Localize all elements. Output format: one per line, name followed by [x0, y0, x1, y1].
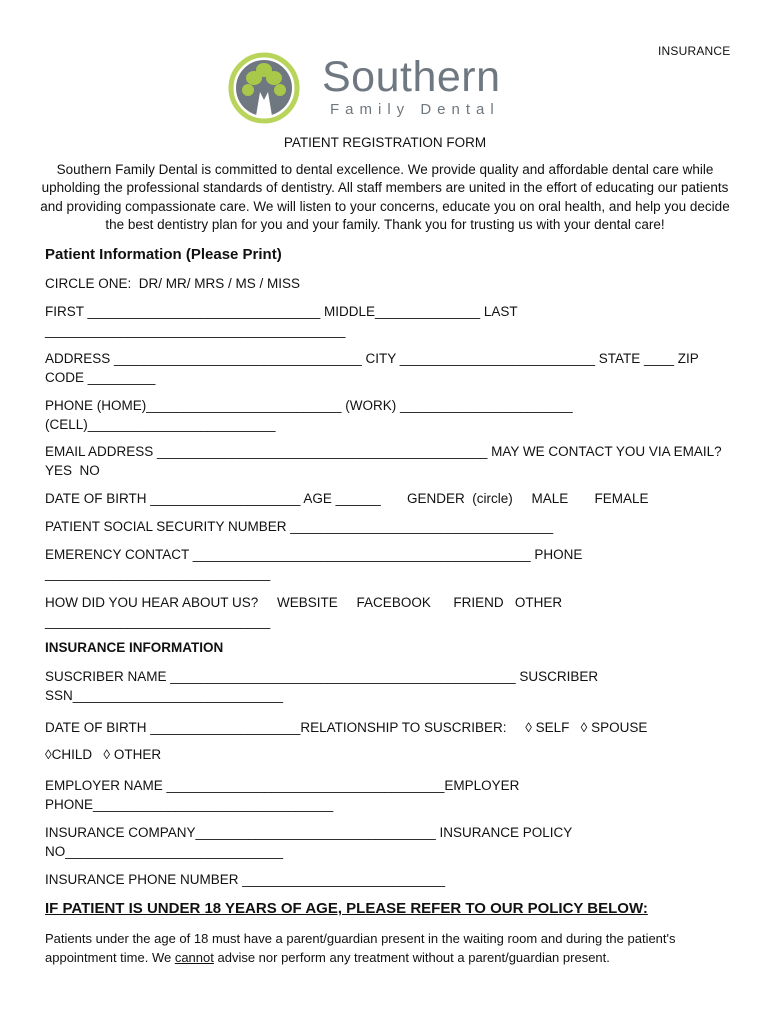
brand-name: Southern [322, 53, 501, 101]
minor-policy-text [45, 930, 735, 967]
brand-subtitle: Family Dental [330, 101, 500, 118]
minor-policy-heading: IF PATIENT IS UNDER 18 YEARS OF AGE, PLEASE REFER TO OUR POLICY BELOW: [45, 900, 648, 917]
insurance-company-fields[interactable]: INSURANCE COMPANY________________________________ INSURANCE POLICY NO_____________________________ [45, 825, 576, 859]
dob-age-gender-fields[interactable]: DATE OF BIRTH ____________________ AGE ______ GENDER (circle) MALE FEMALE [45, 491, 649, 506]
logo-emblem-icon [226, 52, 322, 124]
subscriber-fields[interactable]: SUSCRIBER NAME ______________________________________________ SUSCRIBER SSN____________________________ [45, 669, 602, 703]
document-label: INSURANCE [658, 44, 731, 58]
patient-info-heading: Patient Information (Please Print) [45, 246, 282, 263]
insurance-info-heading: INSURANCE INFORMATION [45, 640, 224, 655]
policy-text-part-1: Patients under the age of 18 must have a parent/guardian present in the waiting room and during the patient's appointment time. We [45, 931, 676, 965]
policy-emphasis: cannot [174, 949, 214, 965]
employer-fields[interactable]: EMPLOYER NAME _____________________________________EMPLOYER PHONE________________________________ [45, 778, 524, 812]
email-field[interactable]: EMAIL ADDRESS ____________________________________________ MAY WE CONTACT YOU VIA EMAIL? YES NO [45, 444, 729, 478]
emergency-contact-fields[interactable]: EMERENCY CONTACT _____________________________________________ PHONE ______________________________ [45, 547, 587, 581]
referral-source-field[interactable]: HOW DID YOU HEAR ABOUT US? WEBSITE FACEBOOK FRIEND OTHER ______________________________ [45, 595, 566, 629]
subscriber-dob-relationship-fields[interactable]: DATE OF BIRTH ____________________RELATIONSHIP TO SUSCRIBER: ◊ SELF ◊ SPOUSE [45, 720, 648, 735]
intro-paragraph: Southern Family Dental is committed to dental excellence. We provide quality and affordable dental care while upholding the professional standards of dentistry. All staff members are united in the effort of educating our patients and providing compassionate care. We will listen to your concerns, educate you on oral health, and help you decide the best dentistry plan for you and your family. Thank you for trusting us with your dental care! [40, 162, 730, 232]
address-fields[interactable]: ADDRESS _________________________________ CITY __________________________ STATE ____ ZIP CODE _________ [45, 351, 703, 385]
name-fields[interactable]: FIRST _______________________________ MIDDLE______________ LAST ________________________________________ [45, 304, 522, 338]
insurance-phone-field[interactable]: INSURANCE PHONE NUMBER ___________________________ [45, 872, 445, 887]
title-circle-field[interactable]: CIRCLE ONE: DR/ MR/ MRS / MS / MISS [45, 276, 301, 291]
relationship-more-options[interactable]: ◊CHILD ◊ OTHER [45, 747, 162, 762]
ssn-field[interactable]: PATIENT SOCIAL SECURITY NUMBER ___________________________________ [45, 519, 554, 534]
form-title: PATIENT REGISTRATION FORM [283, 135, 487, 150]
policy-text-part-2: advise nor perform any treatment without a parent/guardian present. [213, 949, 610, 965]
phone-fields[interactable]: PHONE (HOME)__________________________ (WORK) _______________________ (CELL)_________________________ [45, 398, 577, 432]
